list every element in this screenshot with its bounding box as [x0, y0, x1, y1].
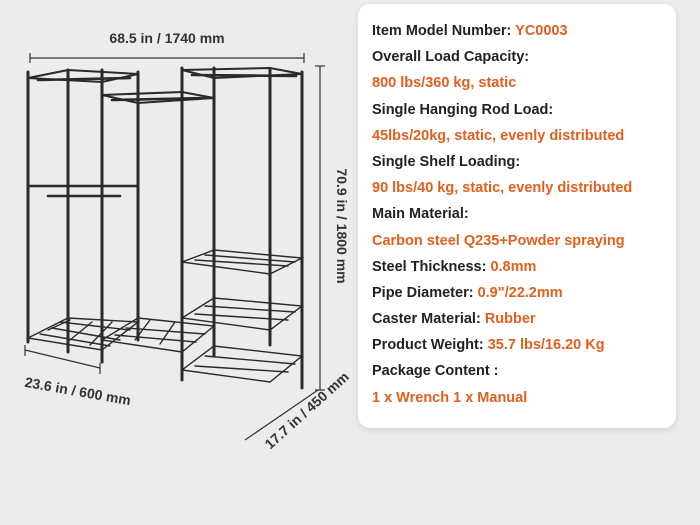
spec-value: Rubber [484, 311, 536, 328]
spec-weight [372, 332, 676, 358]
spec-label: Single Shelf Loading: [372, 153, 521, 170]
spec-label: Package Content : [372, 363, 499, 380]
spec-material-label [372, 201, 676, 227]
spec-thickness [372, 254, 676, 280]
wardrobe-frame [28, 68, 302, 388]
spec-value: 0.9"/22.2mm [477, 284, 563, 301]
spec-value: Carbon steel Q235+Powder spraying [372, 232, 625, 249]
spec-material-value [372, 228, 676, 254]
spec-model [372, 18, 676, 44]
width-label: 68.5 in / 1740 mm [109, 30, 225, 46]
spec-rod-load-label [372, 97, 676, 123]
spec-caster [372, 306, 676, 332]
spec-pipe [372, 280, 676, 306]
spec-value: 800 lbs/360 kg, static [372, 75, 517, 92]
spec-label: Main Material: [372, 206, 469, 223]
spec-shelf-load-label [372, 149, 676, 175]
depth-right-label: 17.7 in / 450 mm [261, 368, 352, 453]
spec-value: 35.7 lbs/16.20 Kg [487, 337, 605, 354]
spec-value: 1 x Wrench 1 x Manual [372, 389, 528, 406]
spec-card [358, 4, 676, 428]
depth-left-label: 23.6 in / 600 mm [23, 373, 133, 409]
spec-list [358, 4, 676, 411]
height-label: 70.9 in / 1800 mm [334, 168, 350, 284]
spec-label: Caster Material: [372, 311, 481, 328]
spec-value: YC0003 [515, 23, 568, 39]
spec-label: Product Weight: [372, 337, 484, 354]
spec-load-capacity-label [372, 44, 676, 70]
spec-shelf-load-value [372, 175, 676, 201]
spec-value: 45lbs/20kg, static, evenly distributed [372, 127, 625, 144]
spec-label: Item Model Number: [372, 23, 512, 39]
spec-label: Single Hanging Rod Load: [372, 101, 554, 118]
spec-value: 90 lbs/40 kg, static, evenly distributed [372, 180, 633, 197]
spec-package-label [372, 358, 676, 384]
spec-value: 0.8mm [490, 258, 537, 275]
spec-package-value [372, 385, 676, 411]
spec-label: Pipe Diameter: [372, 284, 474, 301]
spec-label: Steel Thickness: [372, 258, 487, 275]
spec-load-capacity-value [372, 70, 676, 96]
spec-label: Overall Load Capacity: [372, 49, 530, 66]
spec-rod-load-value [372, 123, 676, 149]
